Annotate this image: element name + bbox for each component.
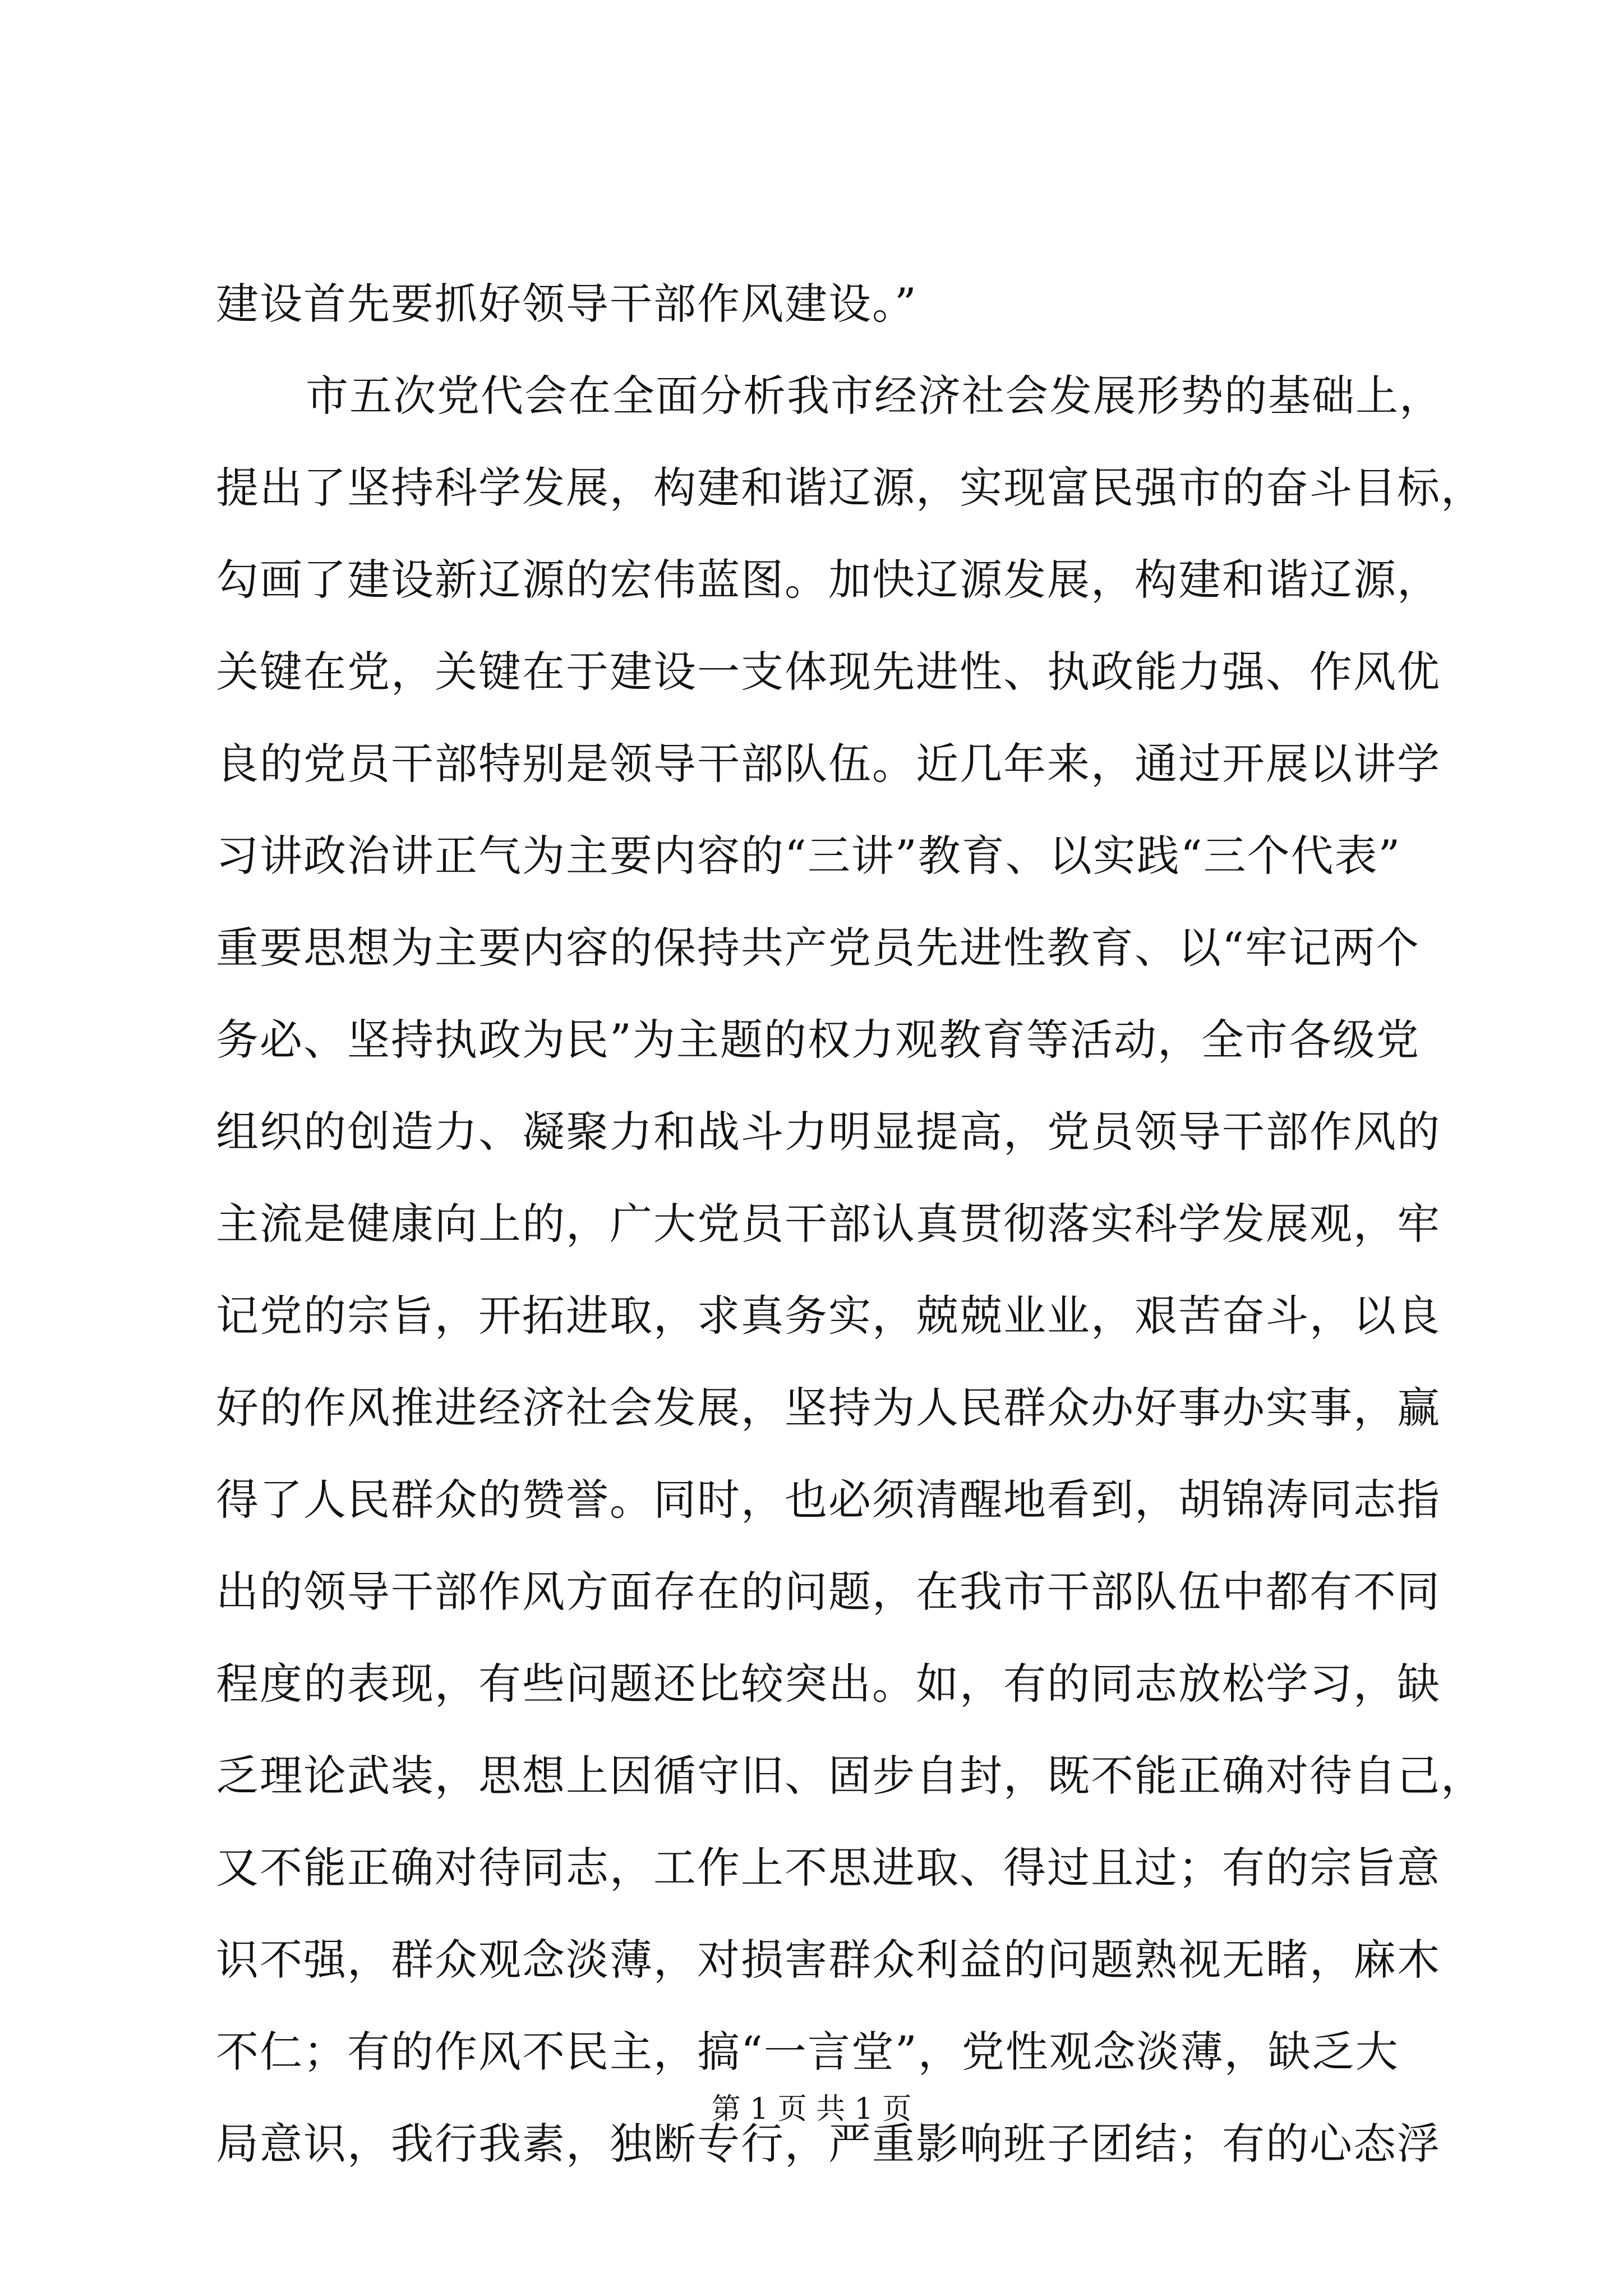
text-line-15: 出的领导干部作风方面存在的问题，在我市干部队伍中都有不同 [216, 1567, 1441, 1617]
text-line-18: 又不能正确对待同志，工作上不思进取、得过且过；有的宗旨意 [216, 1843, 1441, 1893]
text-line-17: 乏理论武装，思想上因循守旧、固步自封，既不能正确对待自己， [216, 1751, 1484, 1801]
text-line-5: 关键在党，关键在于建设一支体现先进性、执政能力强、作风优 [216, 647, 1441, 697]
text-line-6: 良的党员干部特别是领导干部队伍。近几年来，通过开展以讲学 [216, 739, 1441, 789]
text-line-12: 记党的宗旨，开拓进取，求真务实，兢兢业业，艰苦奋斗，以良 [216, 1291, 1441, 1341]
text-line-16: 程度的表现，有些问题还比较突出。如，有的同志放松学习，缺 [216, 1659, 1441, 1709]
page-footer: 第 1 页 共 1 页 [711, 2092, 912, 2126]
text-line-20: 不仁；有的作风不民主，搞“一言堂”，党性观念淡薄，缺乏大 [216, 2027, 1399, 2077]
text-line-14: 得了人民群众的赞誉。同时，也必须清醒地看到，胡锦涛同志指 [216, 1475, 1441, 1525]
text-line-3: 提出了坚持科学发展，构建和谐辽源，实现富民强市的奋斗目标， [216, 463, 1484, 513]
text-line-8: 重要思想为主要内容的保持共产党员先进性教育、以“牢记两个 [216, 923, 1420, 973]
text-line-11: 主流是健康向上的，广大党员干部认真贯彻落实科学发展观，牢 [216, 1199, 1441, 1249]
text-line-4: 勾画了建设新辽源的宏伟蓝图。加快辽源发展，构建和谐辽源， [216, 555, 1441, 605]
body-text [216, 258, 1484, 2190]
text-line-2: 市五次党代会在全面分析我市经济社会发展形势的基础上， [306, 371, 1443, 421]
text-line-7: 习讲政治讲正气为主要内容的“三讲”教育、以实践“三个代表” [216, 831, 1401, 881]
text-line-9: 务必、坚持执政为民”为主题的权力观教育等活动，全市各级党 [216, 1015, 1420, 1065]
text-line-21: 局意识，我行我素，独断专行，严重影响班子团结；有的心态浮 [216, 2119, 1441, 2169]
text-line-1: 建设首先要抓好领导干部作风建设。” [216, 279, 917, 329]
text-line-19: 识不强，群众观念淡薄，对损害群众利益的问题熟视无睹，麻木 [216, 1935, 1441, 1985]
text-line-13: 好的作风推进经济社会发展，坚持为人民群众办好事办实事，赢 [216, 1383, 1441, 1433]
text-line-10: 组织的创造力、凝聚力和战斗力明显提高，党员领导干部作风的 [216, 1107, 1441, 1157]
